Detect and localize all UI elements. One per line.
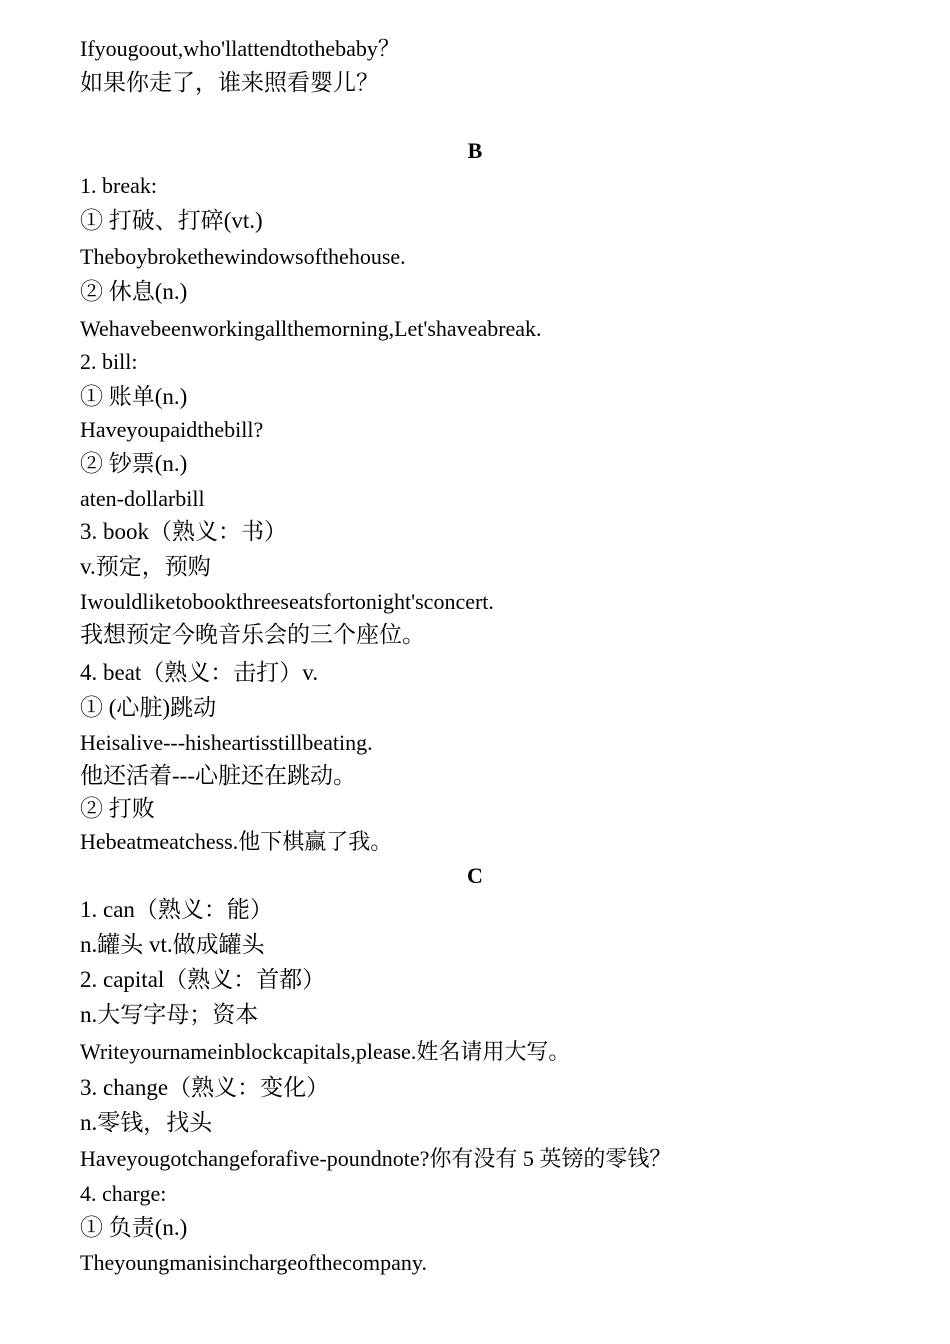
text-line: n.大写字母；资本 (80, 1002, 259, 1027)
text-line: ① 账单(n.) (80, 384, 188, 409)
text-line: ① 打破、打碎(vt.) (80, 208, 263, 233)
text-line: ① 负责(n.) (80, 1215, 188, 1240)
text-line: Iwouldliketobookthreeseatsfortonight'sconcert. (80, 589, 494, 614)
section-heading-c: C (467, 863, 483, 888)
text-line: ② 休息(n.) (80, 279, 188, 304)
text-line: n.零钱，找头 (80, 1110, 213, 1135)
text-line: Hebeatmeatchess.他下棋赢了我。 (80, 829, 393, 854)
section-heading-b: B (467, 138, 483, 163)
text-line: Writeyournameinblockcapitals,please.姓名请用大写。 (80, 1039, 571, 1064)
text-line: Theboybrokethewindowsofthehouse. (80, 244, 406, 269)
text-line: 他还活着---心脏还在跳动。 (80, 763, 356, 788)
text-line: 如果你走了，谁来照看婴儿？ (80, 70, 379, 95)
text-line: 3. change（熟义：变化） (80, 1075, 330, 1100)
text-line: 1. break: (80, 173, 157, 198)
text-line: 3. book（熟义：书） (80, 519, 287, 544)
text-line: Theyoungmanisinchargeofthecompany. (80, 1250, 428, 1275)
text-line: ② 钞票(n.) (80, 451, 188, 476)
text-line: Wehavebeenworkingallthemorning,Let'shaveabreak. (80, 316, 542, 341)
text-line: Haveyoupaidthebill? (80, 417, 264, 442)
text-line: 2. capital（熟义：首都） (80, 967, 326, 992)
text-line: 1. can（熟义：能） (80, 897, 273, 922)
text-line: aten-dollarbill (80, 486, 205, 511)
text-line: 4. charge: (80, 1181, 167, 1206)
text-line: ① (心脏)跳动 (80, 695, 217, 720)
text-line: n.罐头 vt.做成罐头 (80, 932, 265, 957)
text-line: Haveyougotchangeforafive-poundnote?你有没有 5 英镑的零钱？ (80, 1146, 672, 1171)
text-line: 我想预定今晚音乐会的三个座位。 (80, 622, 425, 647)
text-line: v.预定，预购 (80, 554, 211, 579)
text-line: Ifyougoout,who'llattendtothebaby？ (80, 36, 400, 61)
text-line: ② 打败 (80, 796, 155, 821)
text-line: 2. bill: (80, 349, 138, 374)
text-line: Heisalive---hisheartisstillbeating. (80, 730, 373, 755)
text-line: 4. beat（熟义：击打）v. (80, 660, 319, 685)
